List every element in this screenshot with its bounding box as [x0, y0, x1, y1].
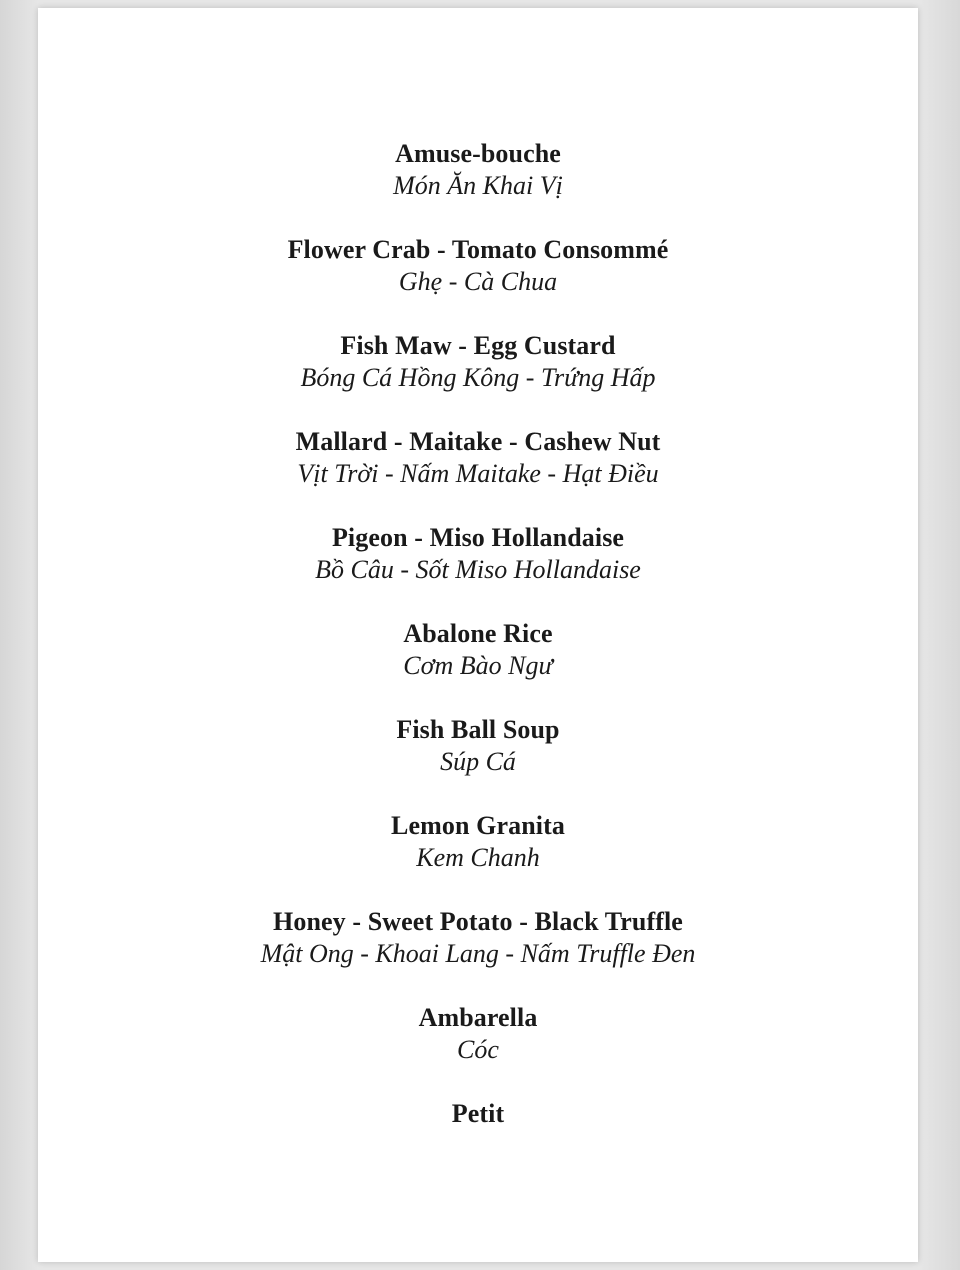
- tasting-menu: [38, 138, 918, 1194]
- course-item: [38, 426, 918, 522]
- course-item: [38, 522, 918, 618]
- course-item: [38, 906, 918, 1002]
- course-item: [38, 1098, 918, 1194]
- menu-page: [38, 8, 918, 1262]
- course-name-en: Amuse-bouche: [395, 139, 561, 168]
- course-name-vi: Bóng Cá Hồng Kông - Trứng Hấp: [300, 363, 656, 392]
- course-name-en: Abalone Rice: [403, 619, 553, 648]
- course-name-vi: Cơm Bào Ngư: [403, 651, 553, 680]
- course-name-en: Ambarella: [418, 1003, 538, 1032]
- course-name-en: Mallard - Maitake - Cashew Nut: [295, 427, 661, 456]
- course-name-en: Fish Maw - Egg Custard: [340, 331, 616, 360]
- course-name-vi: Mật Ong - Khoai Lang - Nấm Truffle Đen: [260, 939, 696, 968]
- course-item: [38, 714, 918, 810]
- course-name-en: Honey - Sweet Potato - Black Truffle: [273, 907, 683, 936]
- course-name-en: Flower Crab - Tomato Consommé: [287, 235, 669, 264]
- course-name-en: Fish Ball Soup: [396, 715, 560, 744]
- course-name-en: Pigeon - Miso Hollandaise: [331, 523, 625, 552]
- course-name-en: Lemon Granita: [391, 811, 565, 840]
- course-name-vi: Kem Chanh: [416, 843, 540, 872]
- course-name-vi: Bồ Câu - Sốt Miso Hollandaise: [315, 555, 641, 584]
- course-item: [38, 810, 918, 906]
- course-name-vi: Ghẹ - Cà Chua: [398, 267, 558, 296]
- course-name-vi: Vịt Trời - Nấm Maitake - Hạt Điều: [297, 459, 659, 488]
- course-item: [38, 1002, 918, 1098]
- course-name-vi: Món Ăn Khai Vị: [393, 171, 563, 200]
- course-item: [38, 234, 918, 330]
- course-name-vi: Súp Cá: [440, 747, 516, 776]
- course-item: [38, 138, 918, 234]
- course-name-vi: Cóc: [457, 1035, 499, 1064]
- course-item: [38, 330, 918, 426]
- course-item: [38, 618, 918, 714]
- course-name-en: Petit: [451, 1099, 505, 1128]
